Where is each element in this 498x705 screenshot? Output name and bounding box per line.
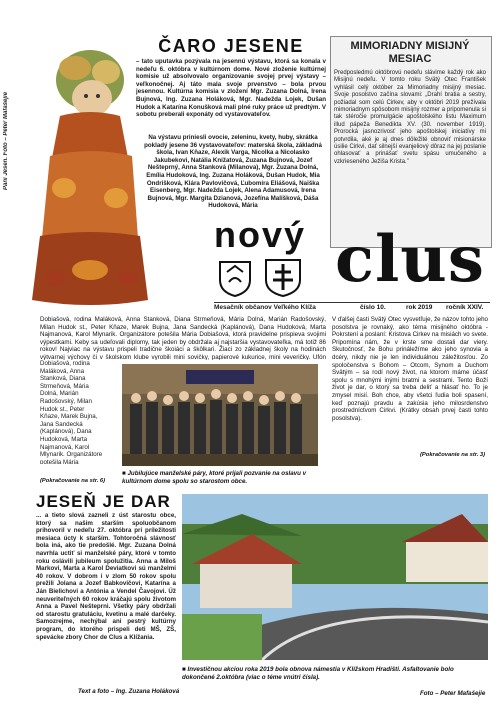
caro-continued: (Pokračovanie na str. 6): [40, 478, 106, 484]
caption-square-icon-2: ■: [182, 666, 188, 673]
square-caption-text: Investičnou akciou roka 2019 bola obnova námestia v Klížskom Hradišti. Asfaltovanie bolo dokončené 2.októbra (viac o téme vnútri čísla).: [182, 666, 454, 681]
photo-credit-vertical: Pani Jesen. Foto – Peter Mafašejie: [3, 91, 9, 190]
jesen-title: JESEŇ JE DAR: [36, 492, 171, 511]
masthead-subtitle: Mesačník občanov Veľkého Klíža: [214, 304, 316, 311]
mim-title: MIMORIADNY MISIJNÝ MESIAC: [350, 40, 470, 65]
caro-body-3-top: [40, 316, 326, 360]
masthead-clus: clus: [335, 222, 485, 297]
caro-narrow-filler: Dobiašová, rodina Maláková, Anna Stanková, Diana Strmeňová, Mária Dolná, Marián Radošovský, Milan Hudok st., Peter Kňaze, Marek Bujna, Jana Sandecká (Kaplánová), Dana Hudoková, Marta Najmanová, Karol Mlynarik. Organizátore potešila Mária: [40, 360, 103, 464]
masthead-divider: [214, 302, 490, 303]
couples-caption-text: Jubilujúce manželské páry, ktoré prijali pozvanie na oslavu v kultúrnom dome spolu so starostom obce.: [122, 470, 307, 485]
square-photo-credit: Foto – Peter Mafašejie: [420, 690, 486, 697]
couples-photo: [122, 364, 318, 466]
jesen-author: Text a foto – Ing. Zuzana Holáková: [78, 688, 180, 695]
couples-caption: [122, 470, 318, 485]
mim-body: Predposledmú októbrovú nedeľu slávime každý rok ako Misijnú nedeľu. V tomto roku Svätý Otec František vyhlásil celý október za Mimoriadny misijný mesiac. Svoje posolstvo začína slovami: „Drahí bratia a sestry, požiadal som celú Cirkev, aby v októbri 2019 prežívala mimoriadnym spôsobom misijný rozmer a pripomenula si tak stéročie promulgácie apoštolského listu Maximum illud pápeža Benedikta XV. (30. november 1919). Prorocká jasnozrivosť jeho apoštolskej iniciatívy mi potvrdila, aké je aj dnes dôležité obnoviť misionárske úsilie Cirkvi, dať silnejší evanjeliový dôraz na jej poslanie ohlasovať a prinášať svetu spásu umučeného a vzkrieseného Ježiša Krista.”: [334, 70, 486, 165]
mim-continued: (Pokračovanie na str. 3): [420, 452, 486, 458]
caro-body-3: Dobiašová, rodina Maláková, Anna Stanková, Diana Strmeňová, Mária Dolná, Marián Radošovský, Milan Hudok st., Peter Kňaze, Marek Bujna, Jana Sandecká (Kaplánová), Dana Hudoková, Marta Najmanová, Karol Mlynarik. Organizátore potešila Mária Dobiašová, ktorá pravidelne prispieva svojimi výpestkami. Keby sa udeľovali diplomy, tak jeden by obdržala aj najstaršia vystavovateľka, má totiž 86 rokov! Najviac na výstavu prispeli tradične škoiáci a škôlkari. Žiaci zo základnej školy na hodinách výtvarnej výchovy či v školskom klube vyrobili mini sovičky, papierové kukurice, mini veveričky. Ufón: [40, 316, 326, 360]
caption-square-icon: ■: [122, 470, 128, 477]
square-caption: [182, 666, 488, 681]
masthead-rocnik: ročník XXIV.: [446, 304, 484, 311]
masthead-rok: rok 2019: [406, 304, 433, 311]
square-photo: [182, 494, 488, 660]
cross-shield-icon: [264, 258, 302, 298]
masthead-cislo: číslo 10.: [360, 304, 386, 311]
caro-narrow-col: [40, 360, 104, 464]
masthead-novy: nový: [214, 214, 307, 255]
caro-body-2: Na výstavu priniesli ovocie, zeleninu, kvety, huby, skrátka pokladý jesene 36 vystavovateľov: materská škola, základná škola, Ivan Kňaze, Alexik Varga, Nicolka a Nicolasko Jakubekovi, Natália Knižatová, Zuzana Bujnová, Jozef Nešteprný, Anna Stanková (Milanova), Mgr. Zuzana Dolná, Emília Hudoková, Ing. Zuzana Holáková, Dušan Hudok, Mia Ondrišková, Klára Pavlovičová, Ľubomíra Eliášová, Naiška Eisenberg, Mgr. Nadežda Lojek, Alena Adamusová, Irena Bujnová, Mgr. Margita Dzianová, Jozefína Mališková, Dáša Hudoková, Mária: [144, 134, 322, 210]
mim-body-2: V ďalšej časti Svätý Otec vysvetľuje, že názov tohto jeho posolstva je rovnaký, ako téma misijného októbra - Pokrstení a poslaní: Kristova Cirkev na misiách vo svete. Pripomína nám, že v krste sme dostali dar viery. Skutočnosť, že Bohu prináležíme ako jeho synovia a dcéry, nikdy nie je len individuálnou záležitosťou. Zo spoločenstva s Bohom – Otcom, Synom a Duchom Svätým – sa rodí nový život, na ktorom máme účasť spolu s mnohými inými bratmi a sestrami. Tento Boží život je dar, o ktorý sa treba deliť a hlásať ho. To je zmysel misií. Boh chce, aby všetci ľudia boli spasení, keď poznajú pravdu a zakúsia jeho milosrdenstvo prostredníctvom Cirkvi. (Krátky obsah prvej časti tohto posolstva).: [332, 316, 488, 422]
caro-body-1: – tato uputavka pozývala na jesennú výstavu, ktorá sa konala v nedeľu 6. októbra v kultúrnom dome. Nové zloženie kultúrnej komisie už absolvovalo organizovanie svojej prvej výstavy – veľkonočnej. Aj táto mala svoje prvenstvo – bola prvou jesennou. Kultúrna komisia v zložení Mgr. Zuzana Dolná, Irena Bujnová, Ing. Zuzana Holáková, Mgr. Nadežda Lojek, Dušan Hudok a Katarína Konušková mali plné ruky práce už predtým. V sobotu preberali exponáty od vystavovateľov.: [136, 58, 326, 119]
jesen-body: ... a tieto slová zazneli z úst starostu obce, ktorý sa našim starším spoluobčanom prihovoril v nedeľu 27. októbra pri príležitosti mesiaca úcty k starším. Tohtoročná slávnosť bola iná, ako tie predošlé. Mgr. Zuzana Dolná navrhla uctiť si manželské páry, ktoré v tomto roku oslávili jubileum spolužitia. Anna a Miloš Markovi, Marta a Karol Deviatkovi sú manželmi 40 rokov. V dobrom i v zlom 50 rokov spolu prežili Jolana a Jozef Babkovičovi, Katarína a Ján Bielichovi a Antónia a Vendel Čavojovi. Úž neuveriteľných 60 rokov kráčajú spolu životom Anna a Pavel Nešteprni. Všetky páry obdržali od starostu gratuláciu, kvetinu a malé darčeky. Samozrejme, nechýbal ani pestrý kultúrny program, do ktorého prispeli deti MŠ, ZŠ, spevácke zbory Chor de Clus a Klížania.: [36, 512, 176, 641]
coat-of-arms-icon: [218, 260, 252, 298]
caro-title: ČARO JESENE: [158, 36, 304, 56]
